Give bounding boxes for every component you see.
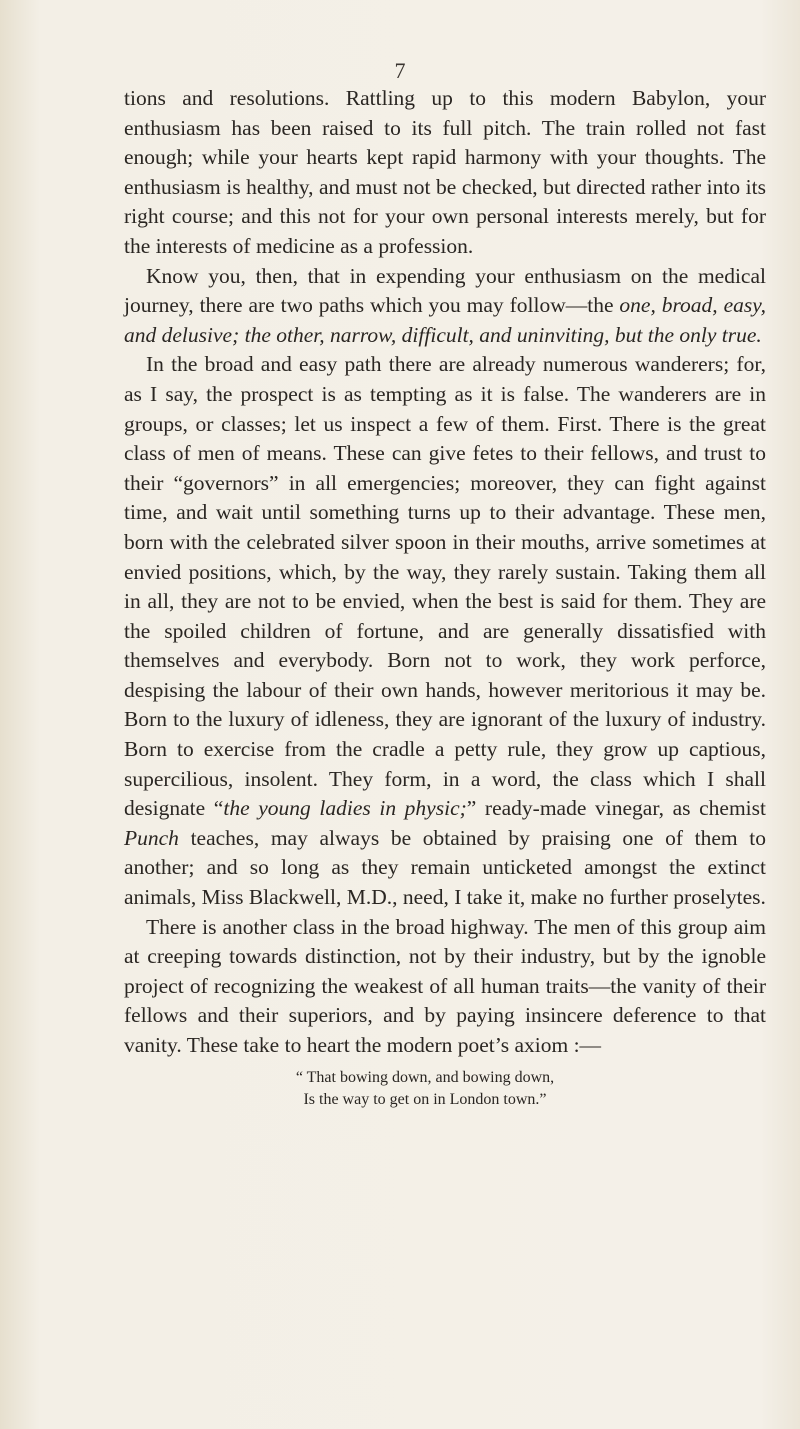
paragraph-3 bbox=[124, 350, 766, 912]
paragraph-text: There is another class in the broad highway. The men of this group aim at creeping towards distinction, not by their industry, but by the ignoble project of recognizing the weakest of all human traits—the vanity of their fellows and their superiors, and by paying insincere deference to that vanity. These take to heart the modern poet’s axiom :— bbox=[124, 914, 766, 1057]
paragraph-text: ” ready-made vinegar, as chemist bbox=[466, 796, 766, 821]
paragraph-text: In the broad and easy path there are already numerous wanderers; for, as I say, the prospect is as tempting as it is false. The wanderers are in groups, or classes; let us inspect a few of them. First. There is the great class of men of means. These can give fetes to their fellows, and trust to their “governors” in all emergencies; moreover, they can fight against time, and wait until something turns up to their advantage. These men, born with the celebrated silver spoon in their mouths, arrive sometimes at envied positions, which, by the way, they rarely sustain. Taking them all in all, they are not to be envied, when the best is said for them. They are the spoiled children of fortune, and are generally dissatisfied with themselves and everybody. Born not to work, they work perforce, despising the labour of their own hands, however meritorious it may be. Born to the luxury of idleness, they are ignorant of the luxury of industry. Born to exercise from the cradle a petty rule, they grow up captious, supercilious, insolent. They form, in a word, the class which I shall designate “ bbox=[124, 352, 766, 821]
paragraph-text: tions and resolutions. Rattling up to this modern Babylon, your enthusiasm has been raised to its full pitch. The train rolled not fast enough; while your hearts kept rapid harmony with your thoughts. The enthusiasm is healthy, and must not be checked, but directed rather into its right course; and this not for your own personal interests merely, but for the interests of medicine as a profession. bbox=[124, 86, 766, 258]
body-text bbox=[124, 84, 766, 1111]
italic-text: Punch bbox=[124, 825, 179, 850]
paragraph-4 bbox=[124, 913, 766, 1061]
page-number: 7 bbox=[394, 58, 406, 83]
verse-line: Is the way to get on in London town.” bbox=[303, 1090, 547, 1108]
paragraph-1 bbox=[124, 84, 766, 262]
italic-text: one, broad, easy, and delusive; the other, narrow, difficult, and uninviting, but the only true. bbox=[124, 293, 766, 347]
italic-text: the young ladies in physic; bbox=[223, 796, 467, 821]
verse-line: “ That bowing down, and bowing down, bbox=[295, 1068, 555, 1086]
paragraph-text: Know you, then, that in expending your enthusiasm on the medical journey, there are two paths which you may follow—the bbox=[124, 263, 766, 318]
verse-quote bbox=[124, 1067, 766, 1111]
paragraph-2 bbox=[124, 262, 766, 351]
paragraph-text: teaches, may always be obtained by praising one of them to another; and so long as they remain unticketed amongst the extinct animals, Miss Blackwell, M.D., need, I take it, make no further proselytes. bbox=[124, 825, 766, 910]
